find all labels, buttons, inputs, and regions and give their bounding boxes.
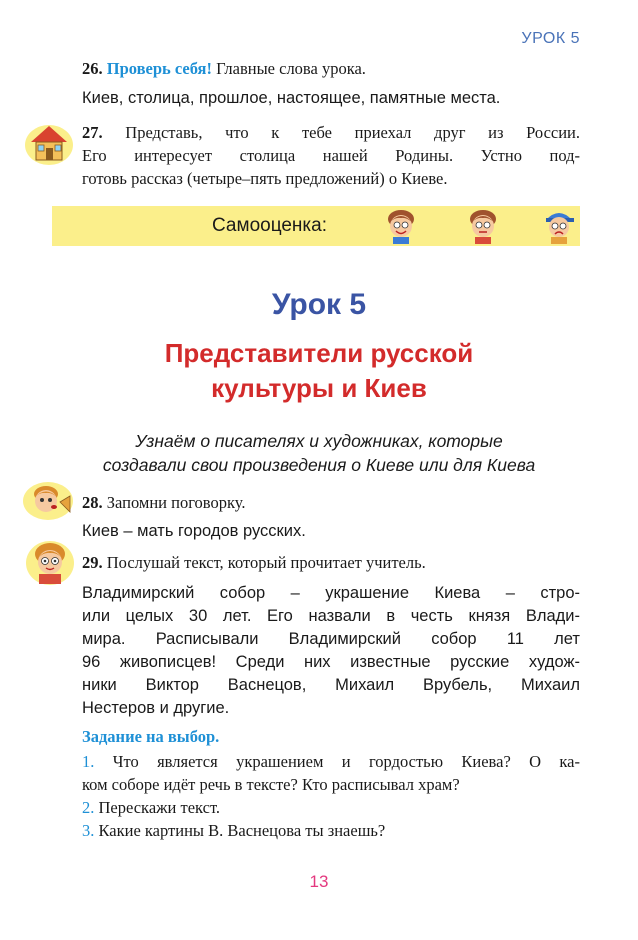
exercise-instruction: Запомни поговорку.: [106, 493, 246, 512]
exercise-29-heading: [82, 551, 580, 574]
exercise-instruction: Главные слова урока.: [216, 59, 366, 78]
house-icon: [24, 120, 74, 166]
choice-item-2: [82, 796, 580, 819]
choice-item-1-line-1: [82, 750, 580, 773]
exercise-number: 29.: [82, 553, 103, 572]
self-assessment-label: Самооценка:: [212, 215, 328, 236]
paragraph-line-3: мира. Расписывали Владимирский собор 11 лет: [82, 630, 580, 648]
exercise-number: 27.: [82, 123, 103, 142]
exercise-text: Представь, что к тебе приехал друг из России.: [125, 123, 580, 142]
self-assessment-band: [52, 206, 580, 246]
item-text: Какие картины В. Васнецова ты знаешь?: [98, 821, 386, 840]
happy-boy-icon[interactable]: [384, 208, 418, 244]
key-words: Киев, столица, прошлое, настоящее, памятные места.: [82, 89, 501, 107]
exercise-instruction: Послушай текст, который прочитает учитель.: [106, 553, 426, 572]
choice-item-1-line-2: ком соборе идёт речь в тексте? Кто расписывал храм?: [82, 775, 460, 794]
paragraph-line-2: или целых 30 лет. Его назвали в честь князя Влади-: [82, 607, 580, 625]
exercise-27-line-1: [82, 121, 580, 144]
sad-boy-icon[interactable]: [542, 208, 576, 244]
exercise-number: 28.: [82, 493, 103, 512]
topic-line-2: культуры и Киев: [211, 373, 427, 403]
running-header: УРОК 5: [521, 30, 580, 47]
choice-item-3: [82, 819, 580, 842]
paragraph-line-6: Нестеров и другие.: [82, 699, 230, 717]
exercise-27-line-3: готовь рассказ (четыре–пять предложений) о Киеве.: [82, 169, 448, 188]
paragraph-line-1: Владимирский собор – украшение Киева – стро-: [82, 584, 580, 602]
neutral-boy-icon[interactable]: [466, 208, 500, 244]
item-text: Что является украшением и гордостью Киева? О ка-: [112, 752, 581, 771]
choice-task-heading: Задание на выбор.: [82, 727, 220, 746]
item-number: 2.: [82, 798, 95, 817]
item-number: 1.: [82, 752, 95, 771]
lesson-title: Урок 5: [271, 288, 367, 321]
exercise-number: 26.: [82, 59, 103, 78]
exercise-27-line-2: Его интересует столица нашей Родины. Устно под-: [82, 146, 580, 165]
intro-line-2: создавали свои произведения о Киеве или для Киева: [102, 455, 536, 475]
paragraph-line-5: ники Виктор Васнецов, Михаил Врубель, Михаил: [82, 676, 580, 694]
topic-line-1: Представители русской: [164, 338, 474, 368]
check-yourself-label: Проверь себя!: [106, 59, 212, 78]
speaking-boy-icon: [22, 480, 78, 522]
listening-girl-icon: [24, 538, 76, 588]
paragraph-line-4: 96 живописцев! Среди них известные русские худож-: [82, 653, 580, 671]
exercise-28-heading: [82, 491, 580, 514]
saying-text: Киев – мать городов русских.: [82, 522, 306, 540]
item-text: Перескажи текст.: [98, 798, 221, 817]
page-number: 13: [309, 872, 329, 891]
intro-line-1: Узнаём о писателях и художниках, которые: [135, 431, 503, 451]
exercise-26-heading: [82, 57, 580, 80]
item-number: 3.: [82, 821, 95, 840]
